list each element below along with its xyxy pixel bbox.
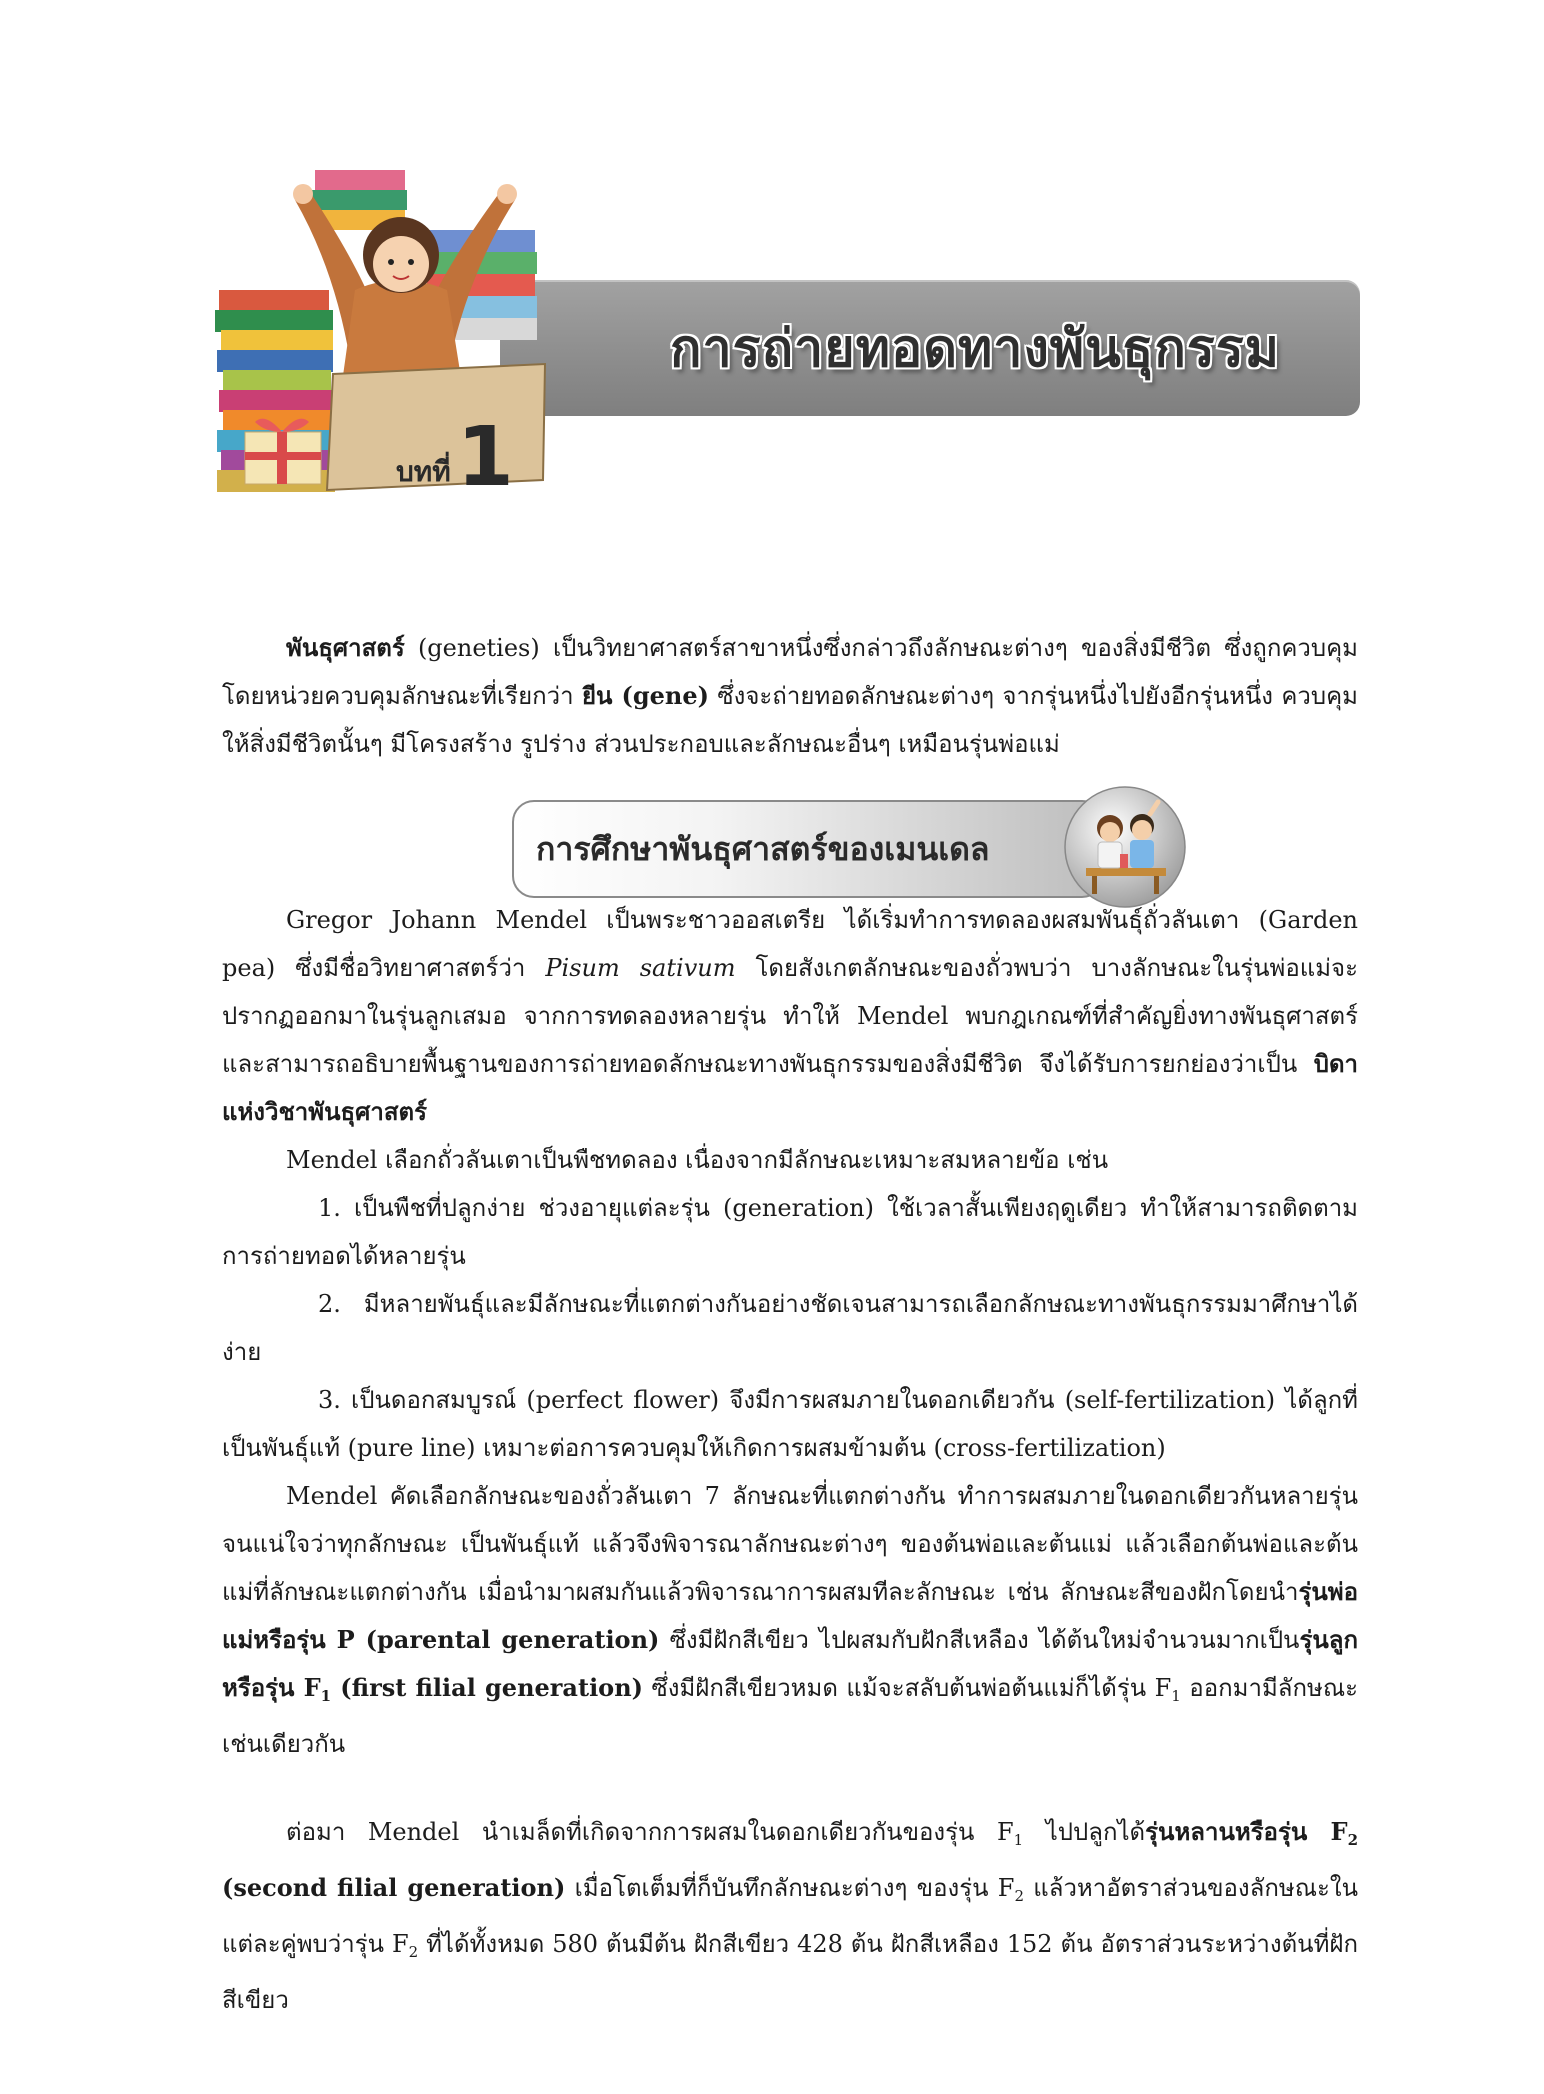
f2-text-5: ที่ได้ทั้งหมด 580 ต้นมีต้น ฝักสีเขียว 428 ต้น ฝักสีเหลือง 152 ต้น อัตราส่วนระหว่างต้นที่ฝักสีเขียว xyxy=(222,1930,1359,2014)
chapter-number: 1 xyxy=(456,410,514,505)
term-genetics: พันธุศาสตร์ xyxy=(286,633,405,662)
term-f2-subscript: 2 xyxy=(1347,1831,1359,1849)
experiment-text-2: ซึ่งมีฝักสีเขียว ไปผสมกับฝักสีเหลือง ได้ต้นใหม่จำนวนมากเป็น xyxy=(659,1626,1300,1654)
f2-text-4: แล้วหาอัตราส่วนของลักษณะในแต่ละคู่พบว่ารุ่น F xyxy=(222,1874,1358,1958)
mendel-text-2: โดยสังเกตลักษณะของถั่วพบว่า บางลักษณะในรุ่นพ่อแม่จะปรากฏออกมาในรุ่นลูกเสมอ จากการทดลองหลายรุ่น ทำให้ Mendel พบกฎเกณฑ์ที่สำคัญยิ่งทางพันธุศาสตร์ และสามารถอธิบายพื้นฐานของการถ่ายทอดลักษณะทางพันธุกรรมของสิ่งมีชีวิต จึงได้รับการยกย่องว่าเป็น xyxy=(222,954,1359,1078)
f2-text-3: เมื่อโตเต็มที่ก็บันทึกลักษณะต่างๆ ของรุ่น F xyxy=(565,1874,1015,1902)
term-f1-english: (first filial generation) xyxy=(331,1673,643,1702)
experiment-text-4: ออกมามีลักษณะเช่นเดียวกัน xyxy=(222,1674,1358,1758)
term-parental-generation: รุ่นพ่อแม่หรือรุ่น P (parental generation) xyxy=(222,1577,1358,1654)
chapter-word: บทที่ xyxy=(396,455,451,488)
mendel-text-1: Gregor Johann Mendel เป็นพระชาวออสเตรีย ได้เริ่มทำการทดลองผสมพันธุ์ถั่วลันเตา (Garden pea) ซึ่งมีชื่อวิทยาศาสตร์ว่า xyxy=(222,906,1358,982)
experiment-paragraph xyxy=(222,1472,1358,1768)
experiment-text-3: ซึ่งมีฝักสีเขียวหมด แม้จะสลับต้นพ่อต้นแม่ก็ได้รุ่น F xyxy=(643,1674,1172,1702)
term-f2-label: รุ่นหลานหรือรุ่น F xyxy=(1145,1817,1348,1846)
term-f1-subscript: 1 xyxy=(320,1687,332,1705)
mendel-paragraph xyxy=(222,896,1358,1136)
section-title: การศึกษาพันธุศาสตร์ของเมนเดล xyxy=(536,830,990,868)
f2-text-1: ต่อมา Mendel นำเมล็ดที่เกิดจากการผสมในดอกเดียวกันของรุ่น F xyxy=(286,1818,1014,1846)
intro-text-2: ซึ่งจะถ่ายทอดลักษณะต่างๆ จากรุ่นหนึ่งไปยังอีกรุ่นหนึ่ง ควบคุมให้สิ่งมีชีวิตนั้นๆ มีโครงสร้าง รูปร่าง ส่วนประกอบและลักษณะอื่นๆ เหมือนรุ่นพ่อแม่ xyxy=(222,682,1358,758)
term-f1-label: รุ่นลูกหรือรุ่น F xyxy=(222,1625,1358,1702)
f2-subscript-2: 2 xyxy=(408,1943,419,1961)
f2-text-2: ไปปลูกได้ xyxy=(1023,1818,1146,1846)
list-item-1: 1. เป็นพืชที่ปลูกง่าย ช่วงอายุแต่ละรุ่น (generation) ใช้เวลาสั้นเพียงฤดูเดียว ทำให้สามารถติดตามการถ่ายทอดได้หลายรุ่น xyxy=(222,1194,1358,1270)
experiment-text-1: Mendel คัดเลือกลักษณะของถั่วลันเตา 7 ลักษณะที่แตกต่างกัน ทำการผสมภายในดอกเดียวกันหลายรุ่น จนแน่ใจว่าทุกลักษณะ เป็นพันธุ์แท้ แล้วจึงพิจารณาลักษณะต่างๆ ของต้นพ่อและต้นแม่ แล้วเลือกต้นพ่อและต้นแม่ที่ลักษณะแตกต่างกัน เมื่อนำมาผสมกันแล้วพิจารณาการผสมทีละลักษณะ เช่น ลักษณะสีของฝักโดยนำ xyxy=(222,1482,1358,1606)
f1-subscript: 1 xyxy=(1171,1687,1181,1705)
f2-paragraph xyxy=(222,1808,1358,2024)
term-father-of-genetics: บิดาแห่งวิชาพันธุศาสตร์ xyxy=(222,1049,1358,1126)
f1-subscript-2: 1 xyxy=(1013,1831,1024,1849)
term-gene: ยีน (gene) xyxy=(581,681,709,710)
chapter-title: การถ่ายทอดทางพันธุกรรม xyxy=(669,319,1281,379)
term-f2-english: (second filial generation) xyxy=(222,1873,566,1902)
chapter-title-banner xyxy=(500,280,1360,416)
section-header xyxy=(512,800,1104,898)
scientific-name: Pisum sativum xyxy=(545,954,736,982)
intro-text-1: (geneties) เป็นวิทยาศาสตร์สาขาหนึ่งซึ่งกล่าวถึงลักษณะต่างๆ ของสิ่งมีชีวิต ซึ่งถูกควบคุมโดยหน่วยควบคุมลักษณะที่เรียกว่า xyxy=(222,634,1358,710)
chapter-number-label xyxy=(396,410,514,505)
pea-selection-intro: Mendel เลือกถั่วลันเตาเป็นพืชทดลอง เนื่องจากมีลักษณะเหมาะสมหลายข้อ เช่น xyxy=(286,1146,1109,1174)
scientist-kids-icon xyxy=(1062,784,1188,910)
list-item-3: 3. เป็นดอกสมบูรณ์ (perfect flower) จึงมีการผสมภายในดอกเดียวกัน (self-fertilization) ได้ลูกที่เป็นพันธุ์แท้ (pure line) เหมาะต่อการควบคุมให้เกิดการผสมข้ามต้น (cross-fertilization) xyxy=(222,1386,1358,1462)
list-item-2: 2. มีหลายพันธุ์และมีลักษณะที่แตกต่างกันอย่างชัดเจนสามารถเลือกลักษณะทางพันธุกรรมมาศึกษาได้ง่าย xyxy=(222,1290,1358,1366)
intro-paragraph xyxy=(222,624,1358,768)
f2-subscript: 2 xyxy=(1014,1887,1024,1905)
